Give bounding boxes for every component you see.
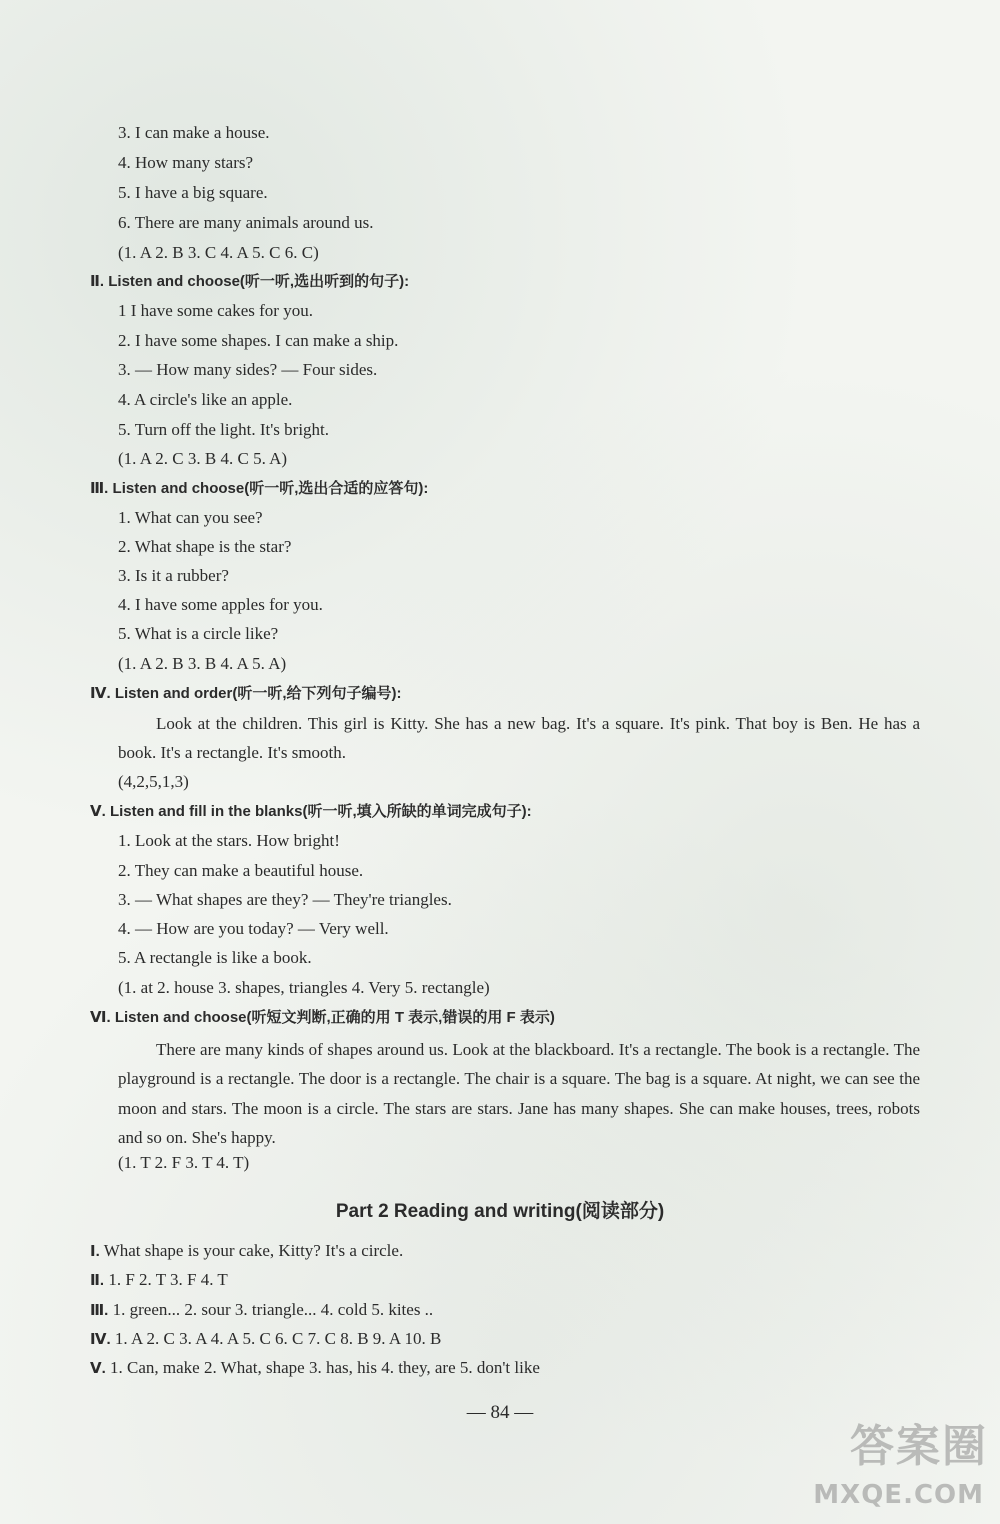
p2-row-4-text: 1. A 2. C 3. A 4. A 5. C 6. C 7. C 8. B 9. A 10. B (114, 1329, 442, 1348)
p2-row-2-number: Ⅱ. (90, 1272, 105, 1289)
s5-line-3: 3. — What shapes are they? — They're triangles. (118, 890, 452, 909)
p2-row-4 (90, 1328, 441, 1351)
page-number: — 84 — (466, 1402, 534, 1423)
p2-row-2 (90, 1269, 228, 1292)
s2-line-3: 3. — How many sides? — Four sides. (118, 360, 378, 379)
s3-heading-number: Ⅲ. (90, 480, 109, 497)
s3-line-3: 3. Is it a rubber? (118, 566, 229, 585)
watermark-top: 答案圈 (850, 1421, 988, 1472)
s3-heading-row (90, 478, 428, 500)
s1-line-4: 4. How many stars? (118, 153, 254, 172)
s5-line-2: 2. They can make a beautiful house. (118, 861, 364, 880)
s2-heading-number: Ⅱ. (90, 273, 105, 290)
s6-heading-number: Ⅵ. (90, 1009, 111, 1026)
s6-heading: Listen and choose(听短文判断,正确的用 T 表示,错误的用 F 表示) (114, 1009, 555, 1026)
p2-row-2-text: 1. F 2. T 3. F 4. T (108, 1270, 228, 1289)
s3-line-5: 5. What is a circle like? (118, 624, 279, 643)
part2-title: Part 2 Reading and writing(阅读部分) (335, 1201, 665, 1222)
s1-line-6: 6. There are many animals around us. (118, 213, 374, 232)
s1-answer: (1. A 2. B 3. C 4. A 5. C 6. C) (118, 243, 319, 262)
s4-heading-number: Ⅳ. (90, 685, 111, 702)
s1-line-3: 3. I can make a house. (118, 123, 270, 142)
s4-heading-row (90, 683, 402, 705)
p2-row-3-text: 1. green... 2. sour 3. triangle... 4. cold 5. kites .. (112, 1300, 434, 1319)
s2-line-4: 4. A circle's like an apple. (118, 390, 293, 409)
s5-heading: Listen and fill in the blanks(听一听,填入所缺的单词完成句子): (109, 803, 532, 820)
p2-row-5-number: Ⅴ. (90, 1360, 106, 1377)
p2-row-1-text: What shape is your cake, Kitty? It's a circle. (103, 1241, 404, 1260)
s3-heading: Listen and choose(听一听,选出合适的应答句): (112, 480, 429, 497)
s5-heading-number: Ⅴ. (90, 803, 106, 820)
s6-paragraph: There are many kinds of shapes around us. Look at the blackboard. It's a rectangle. The book is a rectangle. The playground is a rectangle. The door is a rectangle. The chair is a square. The bag is a square. At night, we can see the moon and stars. The moon is a circle. The stars are stars. Jane has many shapes. She can make houses, trees, robots and so on. She's happy. (118, 1040, 920, 1147)
watermark-bottom: MXQE.COM (813, 1480, 984, 1510)
s5-heading-row (90, 801, 532, 823)
s3-line-2: 2. What shape is the star? (118, 537, 292, 556)
p2-row-4-number: Ⅳ. (90, 1331, 111, 1348)
p2-row-3-number: Ⅲ. (90, 1302, 109, 1319)
s2-line-5: 5. Turn off the light. It's bright. (118, 420, 330, 439)
s2-line-1: 1 I have some cakes for you. (118, 301, 313, 320)
p2-row-1 (90, 1240, 403, 1263)
s5-line-5: 5. A rectangle is like a book. (118, 948, 312, 967)
s3-answer: (1. A 2. B 3. B 4. A 5. A) (118, 654, 287, 673)
s1-line-5: 5. I have a big square. (118, 183, 268, 202)
s5-line-1: 1. Look at the stars. How bright! (118, 831, 340, 850)
s5-line-4: 4. — How are you today? — Very well. (118, 919, 389, 938)
s6-answer: (1. T 2. F 3. T 4. T) (118, 1153, 250, 1172)
s2-heading-row (90, 271, 409, 293)
p2-row-3 (90, 1299, 433, 1322)
s3-line-4: 4. I have some apples for you. (118, 595, 323, 614)
s4-heading: Listen and order(听一听,给下列句子编号): (114, 685, 402, 702)
p2-row-5-text: 1. Can, make 2. What, shape 3. has, his 4. they, are 5. don't like (110, 1358, 540, 1377)
s6-heading-row (90, 1007, 555, 1029)
p2-row-1-number: Ⅰ. (90, 1243, 100, 1260)
s5-answer: (1. at 2. house 3. shapes, triangles 4. Very 5. rectangle) (118, 978, 490, 997)
s4-paragraph: Look at the children. This girl is Kitty. She has a new bag. It's a square. It's pink. That boy is Ben. He has a book. It's a rectangle. It's smooth. (118, 714, 920, 763)
s2-heading: Listen and choose(听一听,选出听到的句子): (108, 273, 410, 290)
s2-answer: (1. A 2. C 3. B 4. C 5. A) (118, 449, 288, 468)
p2-row-5 (90, 1357, 540, 1380)
s3-line-1: 1. What can you see? (118, 508, 263, 527)
s2-line-2: 2. I have some shapes. I can make a ship. (118, 331, 399, 350)
s4-answer: (4,2,5,1,3) (118, 772, 189, 791)
watermark-logo (798, 1410, 988, 1510)
